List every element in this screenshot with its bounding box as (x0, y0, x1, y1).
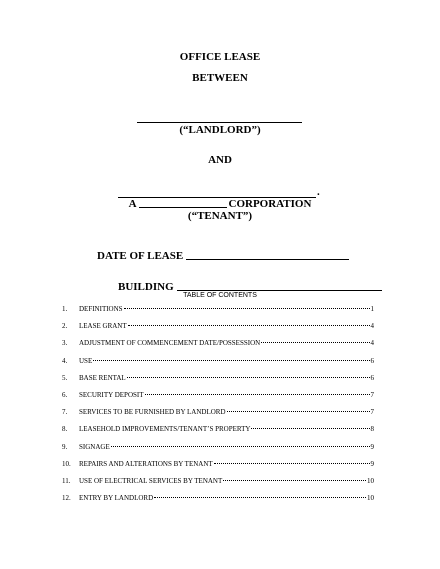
toc-leader-dots (227, 411, 370, 412)
toc-leader-dots (214, 463, 370, 464)
toc-item-label: DEFINITIONS (79, 305, 123, 313)
landlord-label: (“LANDLORD”) (179, 124, 261, 136)
toc-leader-dots (251, 428, 369, 429)
toc-item-page: 6 (370, 373, 374, 382)
and-label: AND (208, 154, 232, 166)
toc-item-label: LEASEHOLD IMPROVEMENTS/TENANT’S PROPERTY (79, 425, 251, 434)
toc-item (62, 391, 374, 402)
toc-leader-dots (128, 325, 370, 326)
toc-item-label: USE (79, 356, 93, 365)
toc-item (62, 339, 374, 350)
toc-item-label: ADJUSTMENT OF COMMENCEMENT DATE/POSSESSION (79, 339, 261, 348)
toc-item (62, 477, 374, 488)
toc-leader-dots (145, 394, 370, 395)
toc-item (62, 425, 374, 436)
building-label: BUILDING (118, 281, 174, 293)
toc-leader-dots (93, 360, 369, 361)
toc-item-number: 6. (62, 391, 68, 399)
toc-item-label: LEASE GRANT (79, 322, 127, 331)
toc-item-number: 5. (62, 373, 68, 382)
toc-item-label: SECURITY DEPOSIT (79, 391, 144, 399)
document-title: OFFICE LEASE (179, 51, 261, 63)
toc-item-page: 8 (370, 425, 374, 434)
between-label: BETWEEN (192, 72, 248, 84)
toc-item-page: 10 (367, 477, 374, 485)
toc-item (62, 460, 374, 471)
tenant-name-period: . (317, 186, 320, 198)
landlord-name-blank (137, 122, 302, 123)
toc-item-number: 7. (62, 408, 68, 417)
toc-item-label: ENTRY BY LANDLORD (79, 494, 154, 503)
toc-item (62, 305, 374, 316)
toc-item-page: 1 (370, 305, 374, 313)
toc-leader-dots (111, 446, 370, 447)
corporation-suffix: CORPORATION (228, 198, 312, 210)
toc-item (62, 408, 374, 419)
toc-item-number: 8. (62, 425, 68, 434)
toc-item-label: SIGNAGE (79, 442, 110, 451)
toc-item (62, 494, 374, 505)
toc-item (62, 322, 374, 333)
toc-item-number: 11. (62, 477, 71, 485)
toc-item-number: 10. (62, 459, 71, 468)
toc-item-page: 4 (370, 339, 374, 348)
tenant-label: (“TENANT”) (187, 210, 253, 222)
toc-leader-dots (124, 308, 370, 309)
toc-item-number: 3. (62, 339, 68, 348)
toc-item (62, 443, 374, 454)
toc-item (62, 374, 374, 385)
date-of-lease-line (97, 249, 349, 262)
date-of-lease-blank (186, 249, 349, 260)
toc-item-page: 7 (370, 391, 374, 399)
toc-leader-dots (127, 377, 370, 378)
date-of-lease-label: DATE OF LEASE (97, 250, 184, 262)
toc-item-page: 9 (370, 459, 374, 468)
toc-item-number: 2. (62, 322, 68, 331)
toc-item-page: 9 (370, 442, 374, 451)
toc-item-label: BASE RENTAL (79, 373, 126, 382)
toc-item-page: 10 (367, 494, 374, 503)
toc-item-page: 6 (370, 356, 374, 365)
corporation-line (0, 197, 440, 210)
toc-item-number: 1. (62, 305, 68, 313)
toc-item-label: SERVICES TO BE FURNISHED BY LANDLORD (79, 408, 226, 417)
toc-leader-dots (261, 342, 369, 343)
toc-leader-dots (223, 480, 366, 481)
toc-item-number: 9. (62, 442, 68, 451)
toc-item-number: 4. (62, 356, 68, 365)
corporation-prefix: A (128, 198, 137, 210)
toc-item (62, 357, 374, 368)
toc-leader-dots (154, 497, 366, 498)
toc-item-page: 7 (370, 408, 374, 417)
toc-item-page: 4 (370, 322, 374, 331)
building-blank (177, 280, 382, 291)
toc-item-number: 12. (62, 494, 71, 503)
toc-item-label: USE OF ELECTRICAL SERVICES BY TENANT (79, 477, 223, 485)
toc-item-label: REPAIRS AND ALTERATIONS BY TENANT (79, 459, 213, 468)
toc-heading: TABLE OF CONTENTS (183, 292, 257, 299)
corporation-state-blank (139, 197, 227, 208)
